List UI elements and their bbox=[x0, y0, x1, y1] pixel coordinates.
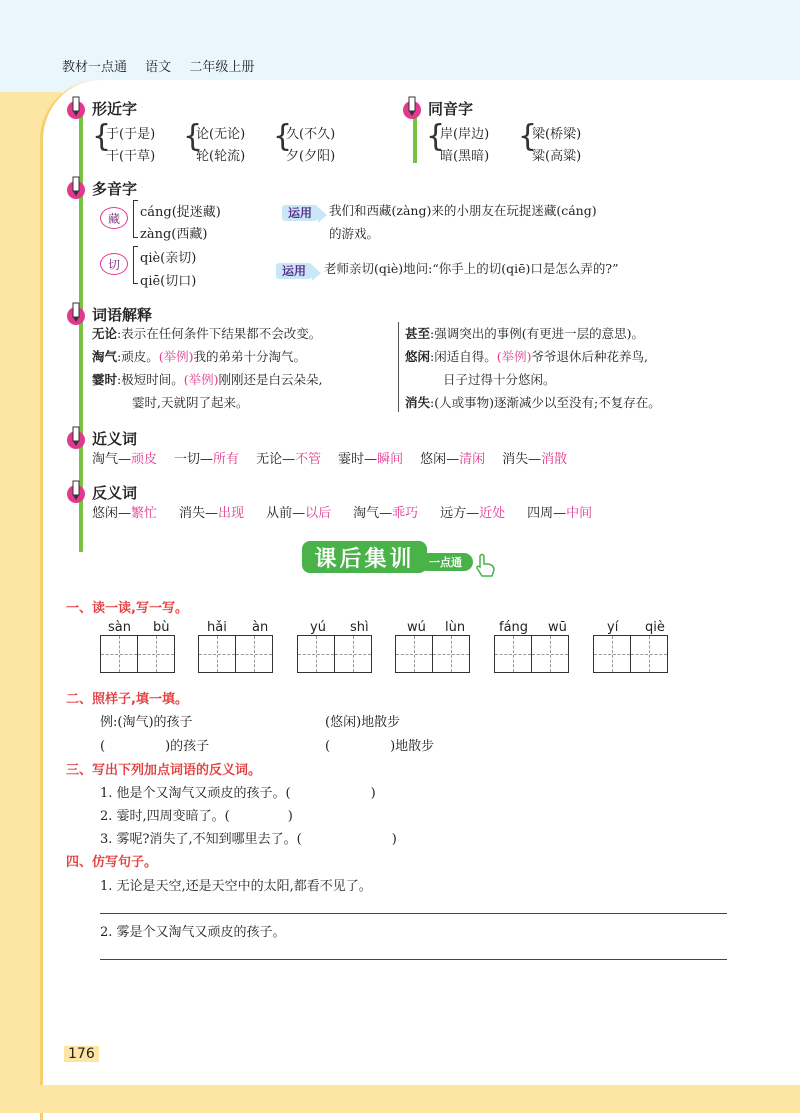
usage-sentence: 老师亲切(qiè)地问:“你手上的切(qiē)口是怎么弄的?” bbox=[324, 261, 619, 276]
pinyin: wū bbox=[548, 620, 567, 635]
section-duoyin-title: 多音字 bbox=[66, 175, 137, 201]
word-pair: 淘气—乖巧 bbox=[353, 506, 419, 521]
q3-item: 2. 霎时,四周变暗了。( ) bbox=[100, 809, 293, 824]
pencil-icon bbox=[66, 301, 86, 327]
writing-cell[interactable] bbox=[334, 635, 372, 673]
q4-item: 2. 雾是个又淘气又顽皮的孩子。 bbox=[100, 925, 286, 940]
pinyin: àn bbox=[252, 620, 269, 635]
duoyin-char-circle: 切 bbox=[100, 253, 128, 275]
hand-pointer-icon bbox=[474, 552, 498, 578]
bottom-band bbox=[40, 1085, 800, 1113]
writing-cell[interactable] bbox=[100, 635, 138, 673]
section-tongyin-title: 同音字 bbox=[402, 95, 473, 121]
pinyin: hǎi bbox=[207, 620, 227, 635]
q2-example: (悠闲)地散步 bbox=[325, 715, 401, 730]
pinyin: qiè bbox=[645, 620, 665, 635]
writing-grid bbox=[100, 635, 174, 673]
reading: cáng(捉迷藏) bbox=[140, 205, 221, 220]
word-pair: 无论—不管 bbox=[256, 452, 322, 467]
tongyin-item: 暗(黑暗) bbox=[440, 149, 490, 164]
page-number: 176 bbox=[64, 1046, 99, 1062]
q2-blank: ( )地散步 bbox=[325, 739, 435, 754]
word-pair: 淘气—顽皮 bbox=[92, 452, 158, 467]
top-background bbox=[0, 0, 800, 92]
writing-cell[interactable] bbox=[531, 635, 569, 673]
word-pair: 消失—出现 bbox=[179, 506, 245, 521]
xingjin-item: 论(无论) bbox=[196, 127, 246, 142]
q1-title: 一、读一读,写一写。 bbox=[66, 601, 188, 616]
word-pair: 从前—以后 bbox=[266, 506, 332, 521]
q2-blank: ( )的孩子 bbox=[100, 739, 210, 754]
pinyin: shì bbox=[350, 620, 369, 635]
definition-row-cont: 日子过得十分悠闲。 bbox=[443, 372, 556, 387]
header-subject: 语文 bbox=[145, 60, 172, 75]
word-pair: 消失—消散 bbox=[502, 452, 568, 467]
q3-title: 三、写出下列加点词语的反义词。 bbox=[66, 763, 262, 778]
reading: qiè(亲切) bbox=[140, 251, 197, 266]
word-pair: 悠闲—繁忙 bbox=[92, 506, 158, 521]
practice-banner-sub: 一点通 bbox=[418, 553, 473, 571]
writing-cell[interactable] bbox=[593, 635, 631, 673]
definition-row: 霎时:极短时间。(举例)刚刚还是白云朵朵, bbox=[92, 372, 323, 387]
reading: zàng(西藏) bbox=[140, 227, 208, 242]
pinyin: sàn bbox=[108, 620, 131, 635]
page-header bbox=[62, 56, 268, 75]
writing-grid bbox=[198, 635, 272, 673]
definition-row: 悠闲:闲适自得。(举例)爷爷退休后种花养鸟, bbox=[405, 349, 648, 364]
writing-grid bbox=[395, 635, 469, 673]
q2-title: 二、照样子,填一填。 bbox=[66, 692, 188, 707]
header-book: 教材一点通 bbox=[62, 60, 128, 75]
word-pair: 远方—近处 bbox=[440, 506, 506, 521]
definition-row: 甚至:强调突出的事例(有更进一层的意思)。 bbox=[405, 326, 644, 341]
writing-grid bbox=[297, 635, 371, 673]
pinyin: bù bbox=[153, 620, 170, 635]
definition-row: 消失:(人或事物)逐渐减少以至没有;不复存在。 bbox=[405, 395, 661, 410]
pencil-icon bbox=[66, 425, 86, 451]
xingjin-item: 夕(夕阳) bbox=[286, 149, 336, 164]
pencil-icon bbox=[66, 175, 86, 201]
definition-row-cont: 霎时,天就阴了起来。 bbox=[132, 395, 249, 410]
brace: { bbox=[273, 119, 293, 154]
practice-banner: 课后集训 bbox=[302, 541, 427, 573]
answer-line[interactable] bbox=[100, 959, 727, 960]
pinyin: wú bbox=[407, 620, 426, 635]
tongyin-item: 粱(高粱) bbox=[532, 149, 582, 164]
section-xingjin-title: 形近字 bbox=[66, 95, 137, 121]
xingjin-item: 干(干草) bbox=[106, 149, 156, 164]
usage-tag: 运用 bbox=[282, 202, 318, 221]
writing-grid bbox=[593, 635, 667, 673]
pencil-icon bbox=[66, 95, 86, 121]
word-pair: 一切—所有 bbox=[174, 452, 240, 467]
tongyin-item: 岸(岸边) bbox=[440, 127, 490, 142]
writing-cell[interactable] bbox=[395, 635, 433, 673]
q3-item: 3. 雾呢?消失了,不知到哪里去了。( ) bbox=[100, 832, 397, 847]
pencil-icon bbox=[66, 479, 86, 505]
section-jinyi-title: 近义词 bbox=[66, 425, 137, 451]
writing-cell[interactable] bbox=[137, 635, 175, 673]
writing-cell[interactable] bbox=[494, 635, 532, 673]
xingjin-item: 于(于是) bbox=[106, 127, 156, 142]
brace: { bbox=[426, 119, 446, 154]
usage-sentence-cont: 的游戏。 bbox=[329, 226, 380, 241]
q3-item: 1. 他是个又淘气又顽皮的孩子。( ) bbox=[100, 786, 376, 801]
column-divider bbox=[398, 322, 399, 412]
writing-cell[interactable] bbox=[235, 635, 273, 673]
q4-item: 1. 无论是天空,还是天空中的太阳,都看不见了。 bbox=[100, 879, 372, 894]
answer-line[interactable] bbox=[100, 913, 727, 914]
q4-title: 四、仿写句子。 bbox=[66, 855, 158, 870]
writing-cell[interactable] bbox=[630, 635, 668, 673]
brace: { bbox=[92, 119, 112, 154]
pinyin: yú bbox=[310, 620, 326, 635]
brace: { bbox=[518, 119, 538, 154]
pinyin: fáng bbox=[499, 620, 529, 635]
fanyi-list bbox=[92, 502, 592, 521]
tongyin-item: 梁(桥梁) bbox=[532, 127, 582, 142]
section-fanyi-title: 反义词 bbox=[66, 479, 137, 505]
writing-cell[interactable] bbox=[432, 635, 470, 673]
header-grade: 二年级上册 bbox=[189, 60, 255, 75]
pinyin: lùn bbox=[445, 620, 466, 635]
duoyin-char-circle: 藏 bbox=[100, 207, 128, 229]
word-pair: 霎时—瞬间 bbox=[338, 452, 404, 467]
section-ciyu-title: 词语解释 bbox=[66, 301, 152, 327]
jinyi-list bbox=[92, 448, 567, 467]
bracket bbox=[133, 246, 138, 284]
word-pair: 悠闲—清闲 bbox=[420, 452, 486, 467]
usage-tag: 运用 bbox=[276, 260, 312, 279]
q2-example: 例:(淘气)的孩子 bbox=[100, 715, 193, 730]
word-pair: 四周—中间 bbox=[527, 506, 593, 521]
xingjin-item: 轮(轮流) bbox=[196, 149, 246, 164]
reading: qiē(切口) bbox=[140, 274, 197, 289]
bracket bbox=[133, 200, 138, 238]
xingjin-item: 久(不久) bbox=[286, 127, 336, 142]
writing-cell[interactable] bbox=[297, 635, 335, 673]
writing-grid bbox=[494, 635, 568, 673]
brace: { bbox=[183, 119, 203, 154]
definition-row: 无论:表示在任何条件下结果都不会改变。 bbox=[92, 326, 322, 341]
definition-row: 淘气:顽皮。(举例)我的弟弟十分淘气。 bbox=[92, 349, 307, 364]
pencil-icon bbox=[402, 95, 422, 121]
pinyin: yí bbox=[607, 620, 619, 635]
writing-cell[interactable] bbox=[198, 635, 236, 673]
usage-sentence: 我们和西藏(zàng)来的小朋友在玩捉迷藏(cáng) bbox=[329, 203, 597, 218]
